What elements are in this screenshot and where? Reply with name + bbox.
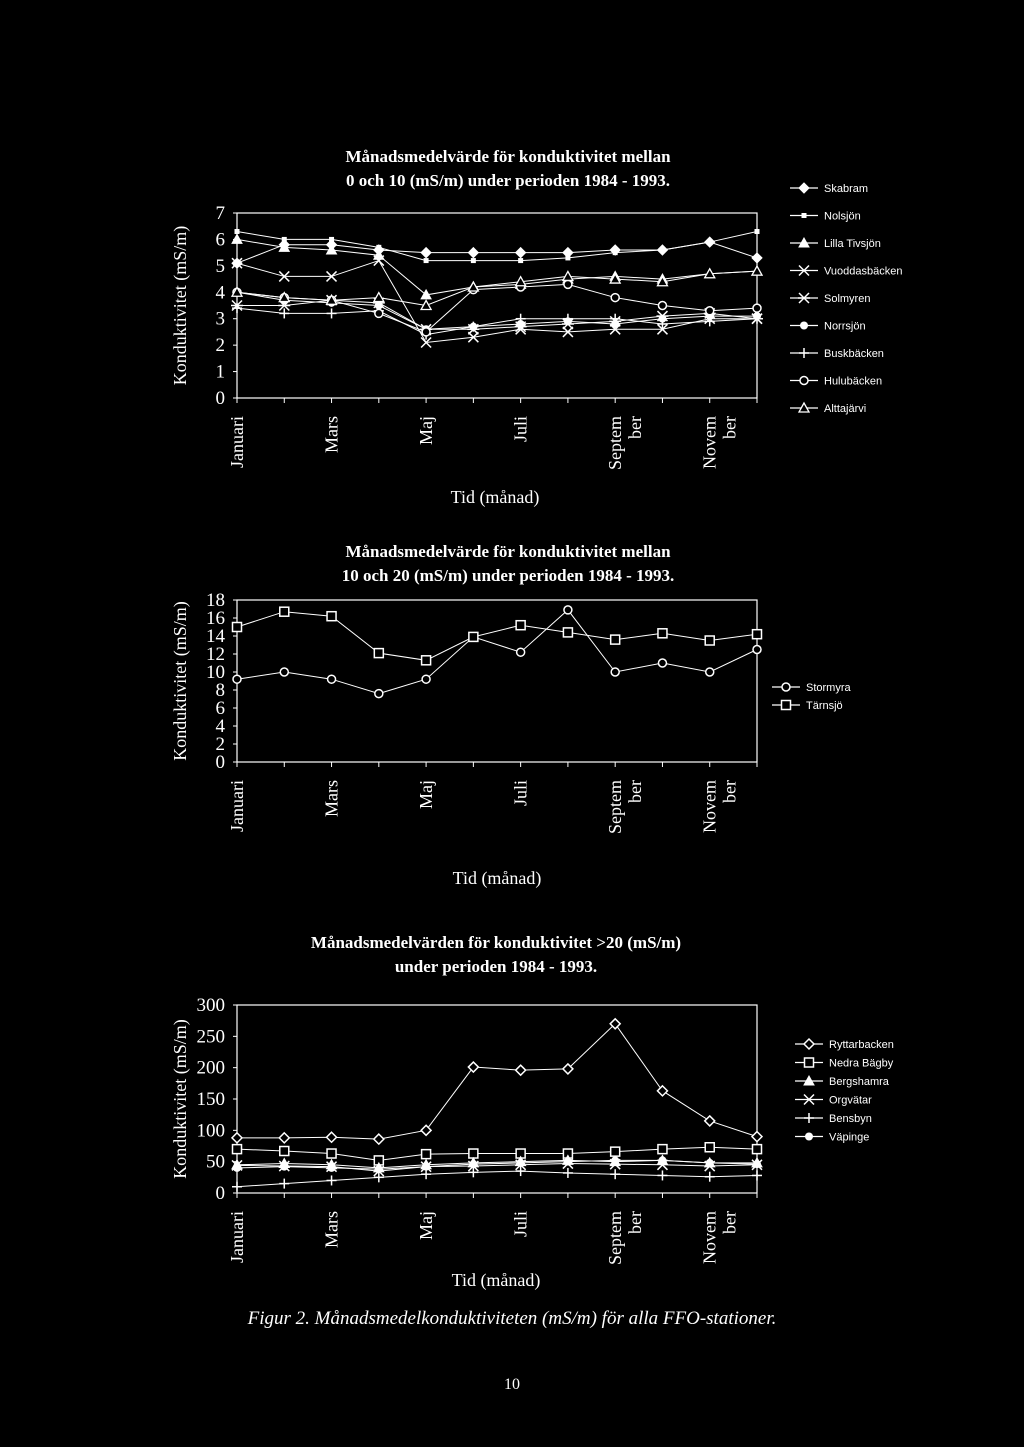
chart2-point-s2-8 (563, 628, 572, 637)
chart3-point-s6-11 (706, 1159, 714, 1167)
chart2-series-line-1 (237, 610, 757, 694)
chart1-legend-marker-8 (800, 377, 808, 385)
chart3-series-line-2 (237, 1147, 757, 1160)
chart3-point-s2-6 (469, 1149, 478, 1158)
chart3-ytick-0: 0 (215, 1183, 225, 1204)
chart2-legend-label-1: Stormyra (806, 682, 851, 694)
chart2-point-s1-3 (328, 675, 336, 683)
chart3-ylabel: Konduktivitet (mS/m) (170, 1019, 190, 1179)
chart1-legend-marker-6 (800, 322, 808, 330)
page-number: 10 (504, 1376, 520, 1393)
chart3-point-s5-12 (752, 1170, 762, 1180)
chart1-legend-marker-5 (798, 293, 810, 303)
chart1-series-line-3 (237, 239, 757, 295)
chart3-point-s6-9 (611, 1156, 619, 1164)
chart3-legend-label-1: Ryttarbacken (829, 1039, 894, 1051)
chart3-ytick-50: 50 (206, 1151, 225, 1173)
chart3-xlabel-2: Mars (321, 1211, 342, 1248)
chart1-legend-marker-2 (802, 213, 807, 218)
chart2-point-s2-1 (233, 623, 242, 632)
chart2-point-s2-11 (705, 636, 714, 645)
chart1-ytick-5: 5 (215, 255, 225, 277)
chart1-point-s2-12 (755, 229, 760, 234)
chart2-point-s1-1 (233, 675, 241, 683)
chart3-xlabel-5: September (605, 1211, 646, 1265)
chart3-legend-marker-5 (804, 1113, 814, 1123)
chart3-point-s6-7 (517, 1159, 525, 1167)
chart1-xlabel: Tid (månad) (450, 487, 540, 507)
chart3-point-s5-10 (657, 1170, 667, 1180)
chart1-point-s2-4 (376, 245, 381, 250)
chart3-legend-label-2: Nedra Bägby (829, 1057, 894, 1070)
chart3-point-s6-2 (280, 1163, 288, 1171)
chart3-point-s1-11 (705, 1116, 715, 1126)
chart1-series-line-1 (237, 242, 757, 263)
chart3-point-s5-1 (232, 1182, 242, 1192)
chart1-series-line-7 (237, 308, 757, 334)
chart2-ytick-0: 0 (215, 752, 225, 773)
chart3-point-s1-7 (516, 1065, 526, 1075)
chart3-point-s1-5 (421, 1125, 431, 1135)
chart3-point-s2-1 (233, 1145, 242, 1154)
chart1-xlabel-5: September (605, 416, 646, 470)
chart1-point-s8-5 (422, 328, 430, 336)
chart1-legend-label-1: Skabram (824, 183, 869, 195)
chart2-legend-marker-2 (782, 701, 791, 710)
chart1-legend-label-3: Lilla Tivsjön (824, 238, 881, 250)
chart3-legend-marker-6 (805, 1133, 813, 1141)
chart1-legend-marker-7 (799, 348, 809, 358)
chart2-ytick-2: 2 (215, 734, 225, 755)
chart1-point-s2-6 (471, 258, 476, 263)
chart2-ytick-12: 12 (206, 644, 225, 665)
chart3-point-s1-4 (374, 1134, 384, 1144)
chart3-point-s5-8 (563, 1168, 573, 1178)
chart2-point-s1-2 (280, 668, 288, 676)
chart2-ytick-10: 10 (206, 662, 225, 683)
chart1-ylabel: Konduktivitet (mS/m) (170, 225, 190, 386)
chart2-plot-frame (237, 600, 757, 762)
chart1-xlabel-1: Januari (227, 416, 247, 468)
chart1-title-line-1: Månadsmedelvärde för konduktivitet mellan (345, 147, 671, 166)
chart1-point-s2-2 (282, 237, 287, 242)
chart3-title-line-1: Månadsmedelvärden för konduktivitet >20 (mS/m) (310, 933, 682, 952)
chart2-point-s2-6 (469, 632, 478, 641)
chart1-legend-label-4: Vuoddasbäcken (824, 265, 903, 278)
chart2-point-s2-9 (611, 635, 620, 644)
chart3-point-s2-11 (705, 1143, 714, 1152)
chart1-ytick-1: 1 (215, 361, 225, 383)
chart2-xlabel-3: Maj (416, 780, 437, 809)
chart2-legend-label-2: Tärnsjö (806, 700, 843, 712)
chart1-point-s1-6 (468, 248, 478, 258)
chart2-point-s2-3 (327, 612, 336, 621)
chart2-title-line-1: Månadsmedelvärde för konduktivitet mellan (345, 542, 671, 561)
chart1-point-s2-5 (424, 258, 429, 263)
chart1-point-s8-8 (564, 280, 572, 288)
chart1-legend-marker-1 (799, 183, 809, 193)
chart2-ytick-16: 16 (206, 608, 225, 629)
chart3-ytick-300: 300 (196, 995, 225, 1016)
chart1-point-s7-1 (232, 303, 242, 313)
chart1-legend-label-6: Norrsjön (824, 320, 866, 333)
chart3-xlabel-6: November (699, 1211, 740, 1264)
chart-0-10 (0, 130, 1024, 510)
chart1-legend-label-2: Nolsjön (824, 210, 861, 223)
chart3-point-s1-12 (752, 1132, 762, 1142)
chart2-point-s2-5 (422, 656, 431, 665)
chart3-point-s2-2 (280, 1147, 289, 1156)
chart1-ytick-0: 0 (215, 388, 225, 409)
chart3-series-line-5 (237, 1171, 757, 1187)
chart3-legend-label-5: Bensbyn (829, 1113, 872, 1125)
chart3-point-s5-2 (279, 1179, 289, 1189)
chart1-point-s9-4 (374, 293, 384, 302)
chart3-ytick-150: 150 (196, 1089, 225, 1110)
chart3-point-s5-3 (327, 1175, 337, 1185)
chart3-point-s2-10 (658, 1145, 667, 1154)
chart2-title-line-2: 10 och 20 (mS/m) under perioden 1984 - 1993. (341, 566, 675, 585)
chart3-xlabel-3: Maj (416, 1211, 437, 1240)
chart3-point-s2-12 (753, 1145, 762, 1154)
chart3-legend-marker-2 (805, 1058, 814, 1067)
chart3-ytick-250: 250 (196, 1026, 225, 1048)
chart2-ytick-14: 14 (206, 626, 225, 647)
chart3-point-s1-10 (657, 1086, 667, 1096)
chart1-legend-label-8: Hulubäcken (824, 375, 883, 388)
chart2-ytick-18: 18 (206, 590, 225, 611)
chart1-point-s8-9 (611, 294, 619, 302)
chart1-ytick-4: 4 (215, 282, 225, 304)
chart1-series-line-2 (237, 232, 757, 261)
chart1-legend-label-7: Buskbäcken (824, 348, 884, 360)
chart1-series-line-8 (237, 284, 757, 332)
chart2-legend-marker-1 (782, 683, 790, 691)
chart3-point-s1-1 (232, 1133, 242, 1143)
chart2-xlabel-6: November (699, 780, 740, 833)
chart2-xlabel-4: Juli (510, 780, 531, 807)
chart2-point-s1-10 (658, 659, 666, 667)
chart2-point-s1-12 (753, 646, 761, 654)
chart3-point-s2-5 (422, 1150, 431, 1159)
chart3-legend-label-6: Väpinge (829, 1131, 870, 1144)
chart1-point-s1-7 (516, 248, 526, 258)
chart3-point-s5-11 (705, 1172, 715, 1182)
chart1-point-s7-3 (327, 308, 337, 318)
chart1-ytick-7: 7 (215, 203, 225, 224)
chart1-plot-frame (237, 213, 757, 398)
chart2-point-s1-5 (422, 675, 430, 683)
chart1-point-s2-7 (518, 258, 523, 263)
chart1-point-s7-6 (468, 322, 478, 332)
chart3-xlabel: Tid (månad) (451, 1270, 541, 1290)
chart2-point-s2-7 (516, 621, 525, 630)
chart2-xlabel-2: Mars (321, 780, 342, 817)
chart1-point-s9-8 (563, 271, 573, 280)
chart3-legend-label-3: Bergshamra (829, 1076, 889, 1088)
chart-over-20 (0, 920, 1024, 1300)
chart2-point-s1-4 (375, 690, 383, 698)
chart3-ytick-100: 100 (196, 1120, 225, 1142)
chart1-point-s9-12 (752, 266, 762, 275)
chart1-xlabel-3: Maj (416, 416, 437, 445)
chart3-point-s6-5 (422, 1163, 430, 1171)
chart2-point-s2-12 (753, 630, 762, 639)
chart1-xlabel-4: Juli (510, 416, 531, 443)
chart3-point-s1-6 (468, 1062, 478, 1072)
chart3-xlabel-1: Januari (227, 1211, 247, 1263)
chart2-ytick-6: 6 (215, 698, 225, 719)
chart2-point-s1-11 (706, 668, 714, 676)
chart1-point-s8-4 (375, 309, 383, 317)
chart3-point-s6-10 (658, 1156, 666, 1164)
chart2-xlabel: Tid (månad) (452, 868, 542, 888)
chart-10-20 (0, 530, 1024, 900)
chart1-ytick-3: 3 (215, 308, 225, 330)
chart1-series-line-6 (237, 292, 757, 329)
chart1-point-s2-1 (235, 229, 240, 234)
chart1-legend-label-5: Solmyren (824, 293, 871, 305)
chart3-point-s6-8 (564, 1158, 572, 1166)
chart3-point-s2-3 (327, 1149, 336, 1158)
chart3-point-s1-2 (279, 1133, 289, 1143)
chart3-point-s6-3 (328, 1164, 336, 1172)
chart1-xlabel-2: Mars (321, 416, 342, 453)
chart1-point-s2-3 (329, 237, 334, 242)
chart2-point-s2-4 (374, 649, 383, 658)
chart2-point-s2-2 (280, 607, 289, 616)
chart1-legend-label-9: Alttajärvi (824, 403, 867, 415)
chart2-ytick-8: 8 (215, 680, 225, 701)
chart1-point-s8-10 (658, 302, 666, 310)
chart3-ytick-200: 200 (196, 1057, 225, 1079)
chart2-point-s2-10 (658, 629, 667, 638)
chart2-point-s1-7 (517, 648, 525, 656)
chart3-point-s2-9 (611, 1147, 620, 1156)
chart3-legend-label-4: Orgvätar (829, 1094, 872, 1107)
chart1-xlabel-6: November (699, 416, 740, 469)
chart1-ytick-6: 6 (215, 229, 225, 251)
chart3-point-s6-4 (375, 1165, 383, 1173)
chart1-point-s1-5 (421, 248, 431, 258)
chart3-xlabel-4: Juli (510, 1211, 531, 1238)
chart3-title-line-2: under perioden 1984 - 1993. (394, 957, 598, 976)
chart1-point-s2-8 (565, 255, 570, 260)
chart1-point-s8-11 (706, 307, 714, 315)
chart1-point-s8-12 (753, 304, 761, 312)
chart3-point-s5-9 (610, 1169, 620, 1179)
chart1-ytick-2: 2 (215, 335, 225, 357)
chart2-point-s1-8 (564, 606, 572, 614)
chart2-ylabel: Konduktivitet (mS/m) (170, 601, 190, 761)
chart1-point-s2-10 (660, 248, 665, 253)
chart1-title-line-2: 0 och 10 (mS/m) under perioden 1984 - 1993. (345, 171, 671, 190)
chart3-point-s6-6 (469, 1160, 477, 1168)
chart1-point-s1-12 (752, 253, 762, 263)
chart1-point-s2-9 (613, 250, 618, 255)
chart3-series-line-1 (237, 1024, 757, 1139)
chart1-point-s2-11 (707, 240, 712, 245)
chart3-point-s6-12 (753, 1160, 761, 1168)
chart2-ytick-4: 4 (215, 716, 225, 737)
chart2-series-line-2 (237, 612, 757, 661)
chart3-point-s6-1 (233, 1164, 241, 1172)
chart2-xlabel-5: September (605, 780, 646, 834)
chart2-xlabel-1: Januari (227, 780, 247, 832)
chart3-legend-marker-1 (804, 1039, 814, 1049)
chart3-point-s1-3 (327, 1132, 337, 1142)
figure-caption: Figur 2. Månadsmedelkonduktiviteten (mS/m) för alla FFO-stationer. (247, 1308, 777, 1329)
chart2-point-s1-9 (611, 668, 619, 676)
